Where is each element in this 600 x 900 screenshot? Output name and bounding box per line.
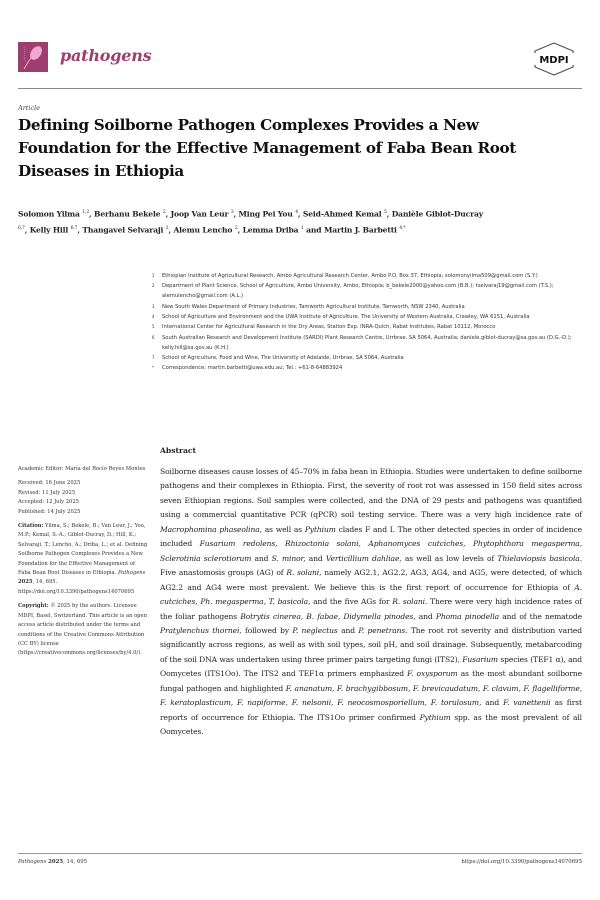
affiliation-text: Department of Plant Science, School of Agriculture, Ambo University, Ambo, Ethiopia; b_bekele2000@yahoo.com (B.B.); tselvaraj19@gmail.com (T.S.); alemulencho@gmail.com (A.L.)	[162, 283, 554, 300]
species-name: S. minor,	[271, 553, 306, 563]
species-name: Pratylenchus thornei,	[160, 625, 242, 635]
abstract-text: and	[337, 625, 359, 635]
species-name: Phoma pinodella	[435, 611, 500, 621]
abstract-text: There were very high incidence rates of the foliar pathogens	[160, 597, 582, 621]
footer-citation	[18, 859, 87, 865]
footer-year: 2025	[48, 859, 64, 865]
affiliation-list	[152, 272, 592, 375]
author-affiliation-marker: 3	[230, 210, 234, 215]
author-separator: ,	[237, 225, 243, 235]
affiliation-number: 2	[152, 283, 155, 289]
citation-text: Yilma, S.; Bekele, B.; Van Leur, J.; You, M.P.; Kemal, S.-A.; Giblot-Ducray, D.; Hill, K.; Selvaraji, T.; Lencho, A.; Driba, L.; et al. Defining Soilborne Pathogen Complexes Provides a New Foundation for the Effective Management of Faba Bean Root Diseases in Ethiopia.	[18, 523, 148, 577]
author-affiliation-marker: 2	[234, 225, 238, 231]
author-separator: ,	[24, 225, 30, 235]
affiliation-number: 7	[152, 354, 155, 360]
author-name[interactable]: Berhanu Bekele	[94, 209, 163, 219]
author-separator: ,	[386, 209, 392, 219]
abstract-text: clades F and I. The other detected species in order of incidence included	[160, 524, 582, 549]
journal-name[interactable]: pathogens	[60, 46, 152, 65]
species-name: F. oxysporum	[407, 669, 458, 679]
affiliation-item	[152, 272, 592, 282]
author-affiliation-marker: 4,*	[399, 225, 406, 231]
abstract-text: as well as low levels of	[401, 553, 498, 563]
published-date: Published: 14 July 2025	[18, 508, 81, 515]
author-name[interactable]: Danièle Giblot-Ducray	[391, 209, 484, 219]
affiliation-number: *	[152, 365, 154, 371]
affiliation-number: 4	[152, 313, 155, 319]
author-separator: ,	[77, 225, 83, 235]
author-separator: ,	[165, 209, 171, 219]
species-name: Verticillium dahliae,	[325, 553, 402, 563]
affiliation-item	[152, 354, 592, 364]
abstract-text: as first reports of occurrence for Ethiopia. The ITS1Oo primer confirmed	[160, 698, 582, 722]
author-affiliation-marker: 2	[165, 225, 169, 231]
article-type: Article	[18, 104, 41, 112]
footer-journal: Pathogens	[18, 859, 47, 865]
mdpi-logo-icon[interactable]	[532, 42, 576, 76]
citation	[18, 522, 148, 597]
abstract-text: spp. as the most prevalent of all Oomycetes.	[160, 712, 582, 737]
species-name: P. neglectus	[292, 625, 338, 635]
abstract-text: and of the nematode	[499, 611, 583, 621]
species-name: Thielaviopsis basicola.	[497, 553, 583, 563]
footer-volume-page: , 14, 695	[63, 859, 88, 865]
abstract-text: and	[481, 698, 504, 708]
species-name: R. solani.	[392, 597, 428, 607]
species-name: Pythium	[419, 712, 451, 722]
abstract-text: Soilborne diseases cause losses of 45–70% in faba bean in Ethiopia. Studies were undertaken to define soilborne pathogens and their complexes in Ethiopia. First, the severity of root rot was assessed in 150 field sites across seven Ethiopian regions. Soil samples were collected, and the DNA of 29 pests and pathogens was quantified using a commercial quantitative PCR (qPCR) soil testing service. There was a very high incidence rate of	[160, 467, 582, 520]
citation-year: 2025	[18, 579, 33, 586]
author-affiliation-marker: 6,7	[70, 225, 78, 231]
species-name: F. vanettenii	[503, 698, 551, 708]
species-name: Fusarium	[462, 654, 498, 664]
affiliation-text: South Australian Research and Development Institute (SARDI) Plant Research Centre, Urrbrae, SA 5064, Australia; daniele.giblot-ducray@sa.gov.au (D.G.-D.); kelly.hill@sa.gov.au (K.H.)	[162, 334, 572, 351]
affiliation-item	[152, 303, 592, 313]
affiliation-number: 6	[152, 334, 155, 340]
abstract-text: , as well as	[259, 524, 305, 534]
author-name[interactable]: Solomon Yilma	[18, 209, 83, 219]
abstract-text: and	[415, 611, 436, 621]
citation-label: Citation:	[18, 523, 44, 530]
article-info-sidebar	[18, 465, 148, 664]
author-name[interactable]: Seid-Ahmed Kemal	[302, 209, 385, 219]
author-separator: ,	[89, 209, 95, 219]
copyright-text: © 2025 by the authors. Licensee MDPI, Basel, Switzerland. This article is an open access article distributed under the terms and conditions of the Creative Commons Attribution (CC BY) license (https://creativecommons.org/licenses/by/4.0/).	[18, 603, 147, 657]
abstract-text: followed by	[241, 625, 293, 635]
footer-doi-link[interactable]: https://doi.org/10.3390/pathogens14070695	[461, 859, 582, 865]
affiliation-text: New South Wales Department of Primary Industries, Tamworth Agricultural Institute, Tamworth, NSW 2340, Australia	[162, 303, 465, 310]
accepted-date: Accepted: 12 July 2025	[18, 499, 79, 506]
affiliation-item	[152, 334, 592, 354]
footer-divider	[18, 853, 582, 854]
affiliation-number: 1	[152, 273, 155, 278]
author-separator: and	[303, 225, 324, 235]
abstract-text: Five anastomosis groups (AG) of	[160, 568, 287, 578]
author-affiliation-marker: 1,2	[82, 210, 90, 215]
author-name[interactable]: Joop Van Leur	[170, 209, 231, 219]
mdpi-logo-text: MDPI	[539, 55, 569, 66]
author-name[interactable]: Ming Pei You	[238, 209, 296, 219]
affiliation-text: Correspondence: martin.barbetti@uwa.edu.au; Tel.: +61-8-64883924	[162, 365, 343, 372]
abstract-body	[160, 465, 582, 740]
author-affiliation-marker: 6,7	[18, 225, 25, 231]
author-list	[18, 206, 488, 237]
copyright-label: Copyright:	[18, 603, 49, 610]
affiliation-item	[152, 313, 592, 323]
species-name: Pythium	[304, 524, 336, 534]
abstract-text: The root rot severity and distribution varied significantly across regions, as well as with soil types, soil pH, and soil drainage. Subsequently, metabarcoding of the soil DNA was undertaken using three primer pairs targeting fungi (ITS2),	[160, 625, 582, 664]
species-name: Fusarium redolens, Rhizoctonia solani, Aphanomyces cutciches, Phytophthora megasperma, Sclerotinia sclerotiorum	[160, 539, 582, 563]
author-affiliation-marker: 2	[162, 210, 166, 215]
abstract-text: and	[305, 553, 326, 563]
abstract-text: as the most abundant soilborne fungal pathogen and highlighted	[160, 669, 583, 693]
species-name: R. solani,	[286, 568, 322, 578]
author-affiliation-marker: 5	[384, 210, 387, 215]
citation-journal: Pathogens	[117, 570, 146, 577]
affiliation-item	[152, 364, 592, 374]
author-name[interactable]: Alemu Lencho	[173, 225, 235, 235]
received-date: Received: 16 June 2025	[18, 480, 81, 487]
affiliation-item	[152, 323, 592, 333]
author-separator: ,	[168, 225, 174, 235]
abstract-text: namely AG2.1, AG2.2, AG3, AG4, and AG5, were detected, of which AG2.2 and AG4 were most prevalent. We believe this is the first report of occurrence for Ethiopia of	[160, 568, 583, 592]
author-affiliation-marker: 4	[295, 210, 298, 215]
header-divider	[18, 88, 582, 89]
affiliation-number: 3	[152, 303, 155, 309]
author-separator: ,	[233, 209, 239, 219]
abstract-heading: Abstract	[160, 446, 197, 455]
affiliation-text: Ethiopian Institute of Agricultural Research, Ambo Agricultural Research Center, Ambo P.O. Box 37, Ethiopia; solomonyilma509@gmail.com (S.Y.)	[162, 273, 538, 279]
author-affiliation-marker: 1	[300, 225, 304, 231]
affiliation-item	[152, 282, 592, 302]
revised-date: Revised: 11 July 2025	[18, 489, 76, 496]
author-name[interactable]: Thangavel Selvaraji	[82, 225, 166, 235]
author-name[interactable]: Kelly Hill	[29, 225, 71, 235]
author-separator: ,	[297, 209, 303, 219]
affiliation-number: 5	[152, 324, 155, 330]
author-name[interactable]: Martin J. Barbetti	[323, 225, 400, 235]
journal-logo-icon[interactable]	[18, 42, 48, 72]
species-name: Macrophomina phaseolina	[160, 524, 260, 534]
article-title: Defining Soilborne Pathogen Complexes Provides a New Foundation for the Effective Management of Faba Bean Root Diseases in Ethiopia	[18, 116, 516, 180]
affiliation-text: School of Agriculture and Environment and the UWA Institute of Agriculture, The University of Western Australia, Crawley, WA 6151, Australia	[162, 313, 530, 320]
academic-editor: Academic Editor: María del Rocío Reyes Montes	[18, 466, 146, 472]
abstract-text: and	[251, 553, 272, 563]
abstract-text: and the five AGs for	[310, 597, 393, 607]
citation-doi-link[interactable]: , 14, 695. https://doi.org/10.3390/pathogens14070695	[18, 579, 135, 595]
species-name: F. ananatum, F. brachygibbosum, F. brevicaudatum, F. clavum, F. flagelliforme, F. keratoplasticum, F. napiforme, F. nelsonii, F. neocosmosporiellum, F. torulosum,	[160, 683, 582, 708]
species-name: A. cutciches, Ph. megasperma, T. basicola,	[160, 582, 582, 607]
abstract-text: species (TEF1 α), and Oomycetes (ITS1Oo). The ITS2 and TEF1α primers emphasized	[160, 654, 582, 679]
page-header	[18, 38, 580, 86]
copyright	[18, 602, 148, 658]
affiliation-text: School of Agriculture, Food and Wine, The University of Adelaide, Urrbrae, SA 5064, Australia	[162, 354, 404, 361]
species-name: Botrytis cinerea, B. fabae, Didymella pinodes,	[240, 611, 416, 621]
species-name: P. penetrans.	[358, 625, 408, 635]
author-name[interactable]: Lemma Driba	[242, 225, 301, 235]
affiliation-text: International Center for Agricultural Research in the Dry Areas, Station Exp. INRA-Quich, Rabat Institutes, Rabat 10112, Morocco	[162, 324, 496, 331]
